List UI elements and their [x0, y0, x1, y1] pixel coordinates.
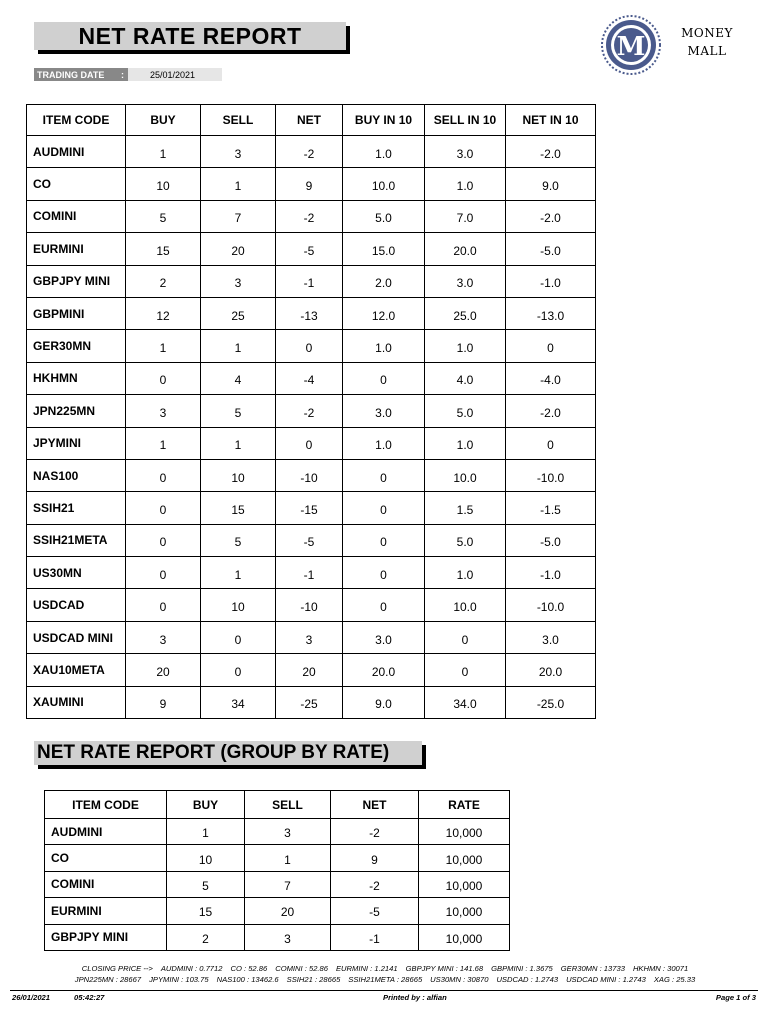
value-cell: 1 — [201, 168, 276, 200]
item-code-cell: USDCAD — [27, 589, 126, 621]
trading-date-label — [34, 68, 128, 81]
main-header-cell: SELL — [201, 105, 276, 136]
value-cell: 0 — [126, 589, 201, 621]
table-row — [27, 395, 596, 427]
value-cell: -1.5 — [506, 492, 596, 524]
closing-price — [10, 963, 760, 985]
value-cell: 2 — [126, 265, 201, 297]
value-cell: 0 — [425, 654, 506, 686]
value-cell: 3 — [245, 924, 331, 950]
value-cell: 3.0 — [343, 395, 425, 427]
table-row — [45, 898, 510, 924]
value-cell: 7.0 — [425, 200, 506, 232]
value-cell: 10 — [201, 459, 276, 491]
value-cell: -2 — [276, 200, 343, 232]
value-cell: -4 — [276, 362, 343, 394]
value-cell: 20.0 — [506, 654, 596, 686]
value-cell: -2.0 — [506, 136, 596, 168]
value-cell: 10.0 — [425, 589, 506, 621]
value-cell: 3 — [201, 265, 276, 297]
value-cell: 9.0 — [343, 686, 425, 718]
closing-price-item: USDCAD MINI : 1.2743 — [566, 975, 646, 984]
group-report-title: NET RATE REPORT (GROUP BY RATE) — [34, 741, 422, 765]
value-cell: 1.5 — [425, 492, 506, 524]
value-cell: 10,000 — [419, 898, 510, 924]
item-code-cell: AUDMINI — [27, 136, 126, 168]
value-cell: -1.0 — [506, 557, 596, 589]
item-code-cell: JPYMINI — [27, 427, 126, 459]
table-row — [27, 200, 596, 232]
value-cell: 20 — [126, 654, 201, 686]
main-header-cell: NET — [276, 105, 343, 136]
closing-price-item: AUDMINI : 0.7712 — [160, 964, 223, 973]
value-cell: -5 — [276, 233, 343, 265]
closing-price-item: JPYMINI : 103.75 — [149, 975, 209, 984]
value-cell: 10,000 — [419, 871, 510, 897]
value-cell: 5 — [201, 395, 276, 427]
value-cell: 12.0 — [343, 297, 425, 329]
value-cell: -10 — [276, 459, 343, 491]
main-header-cell: ITEM CODE — [27, 105, 126, 136]
value-cell: 0 — [343, 362, 425, 394]
value-cell: 15 — [201, 492, 276, 524]
group-table-header — [45, 791, 510, 819]
value-cell: 9 — [276, 168, 343, 200]
main-header-cell: BUY IN 10 — [343, 105, 425, 136]
value-cell: 5 — [201, 524, 276, 556]
value-cell: 0 — [343, 557, 425, 589]
item-code-cell: AUDMINI — [45, 819, 167, 845]
value-cell: 0 — [343, 459, 425, 491]
closing-price-item: GER30MN : 13733 — [560, 964, 625, 973]
item-code-cell: GBPJPY MINI — [45, 924, 167, 950]
value-cell: 1.0 — [425, 427, 506, 459]
footer-page: Page 1 of 3 — [715, 993, 756, 1002]
value-cell: 3.0 — [506, 621, 596, 653]
table-row — [27, 524, 596, 556]
table-row — [27, 233, 596, 265]
value-cell: 0 — [201, 654, 276, 686]
closing-price-item: JPN225MN : 28667 — [74, 975, 142, 984]
closing-price-item: GBPJPY MINI : 141.68 — [405, 964, 484, 973]
table-row — [27, 492, 596, 524]
item-code-cell: JPN225MN — [27, 395, 126, 427]
item-code-cell: COMINI — [45, 871, 167, 897]
item-code-cell: USDCAD MINI — [27, 621, 126, 653]
footer-date: 26/01/2021 — [12, 993, 51, 1002]
value-cell: -2.0 — [506, 395, 596, 427]
value-cell: -2 — [276, 136, 343, 168]
group-header-cell: ITEM CODE — [45, 791, 167, 819]
value-cell: 1 — [126, 330, 201, 362]
closing-price-line1 — [10, 963, 760, 974]
value-cell: 9 — [126, 686, 201, 718]
value-cell: 0 — [126, 362, 201, 394]
footer-printed-by: Printed by : alfian — [383, 993, 447, 1002]
value-cell: 0 — [126, 459, 201, 491]
value-cell: -10 — [276, 589, 343, 621]
value-cell: 3.0 — [425, 136, 506, 168]
value-cell: 10,000 — [419, 924, 510, 950]
value-cell: -10.0 — [506, 589, 596, 621]
value-cell: -13 — [276, 297, 343, 329]
value-cell: 1 — [126, 136, 201, 168]
value-cell: 1.0 — [343, 427, 425, 459]
value-cell: 1.0 — [343, 136, 425, 168]
closing-price-item: EURMINI : 1.2141 — [335, 964, 398, 973]
value-cell: -4.0 — [506, 362, 596, 394]
table-row — [27, 136, 596, 168]
value-cell: -1 — [276, 557, 343, 589]
value-cell: 7 — [245, 871, 331, 897]
table-row — [27, 265, 596, 297]
table-row — [27, 168, 596, 200]
value-cell: 0 — [126, 492, 201, 524]
table-row — [27, 330, 596, 362]
table-row — [45, 871, 510, 897]
closing-price-item: NAS100 : 13462.6 — [216, 975, 279, 984]
value-cell: 3 — [126, 395, 201, 427]
value-cell: -13.0 — [506, 297, 596, 329]
closing-price-item: GBPMINI : 1.3675 — [491, 964, 553, 973]
main-header-cell: NET IN 10 — [506, 105, 596, 136]
item-code-cell: GBPMINI — [27, 297, 126, 329]
value-cell: 0 — [506, 330, 596, 362]
value-cell: 2 — [167, 924, 245, 950]
brand-name — [670, 24, 744, 60]
table-row — [27, 427, 596, 459]
item-code-cell: SSIH21META — [27, 524, 126, 556]
value-cell: 4 — [201, 362, 276, 394]
item-code-cell: EURMINI — [45, 898, 167, 924]
value-cell: 12 — [126, 297, 201, 329]
item-code-cell: XAUMINI — [27, 686, 126, 718]
value-cell: 15 — [167, 898, 245, 924]
table-row — [27, 621, 596, 653]
item-code-cell: CO — [27, 168, 126, 200]
table-row — [45, 924, 510, 950]
trading-date-label-text: TRADING DATE — [37, 69, 105, 80]
value-cell: 10.0 — [343, 168, 425, 200]
value-cell: 3 — [126, 621, 201, 653]
value-cell: 0 — [343, 524, 425, 556]
closing-price-item: CLOSING PRICE --> — [81, 964, 153, 973]
value-cell: -1.0 — [506, 265, 596, 297]
net-rate-table-header — [27, 105, 596, 136]
value-cell: 4.0 — [425, 362, 506, 394]
value-cell: -10.0 — [506, 459, 596, 491]
value-cell: 1 — [245, 845, 331, 871]
value-cell: -2 — [331, 819, 419, 845]
table-row — [27, 686, 596, 718]
closing-price-item: HKHMN : 30071 — [632, 964, 689, 973]
value-cell: 1.0 — [425, 168, 506, 200]
group-header-cell: BUY — [167, 791, 245, 819]
brand-name-line1: MONEY — [681, 26, 733, 40]
value-cell: 3 — [245, 819, 331, 845]
closing-price-item: SSIH21 : 28665 — [286, 975, 341, 984]
value-cell: -2.0 — [506, 200, 596, 232]
value-cell: 0 — [425, 621, 506, 653]
table-row — [27, 654, 596, 686]
closing-price-item: COMINI : 52.86 — [275, 964, 328, 973]
value-cell: -5.0 — [506, 524, 596, 556]
value-cell: 7 — [201, 200, 276, 232]
table-row — [27, 589, 596, 621]
value-cell: 20 — [201, 233, 276, 265]
item-code-cell: GBPJPY MINI — [27, 265, 126, 297]
value-cell: 1 — [167, 819, 245, 845]
value-cell: -25.0 — [506, 686, 596, 718]
value-cell: -25 — [276, 686, 343, 718]
value-cell: 0 — [201, 621, 276, 653]
value-cell: 1 — [201, 557, 276, 589]
group-header-cell: NET — [331, 791, 419, 819]
value-cell: 20 — [245, 898, 331, 924]
value-cell: 0 — [126, 557, 201, 589]
closing-price-item: US30MN : 30870 — [430, 975, 489, 984]
group-by-rate-table — [44, 790, 510, 951]
value-cell: 5 — [126, 200, 201, 232]
value-cell: 10 — [167, 845, 245, 871]
closing-price-item: XAG : 25.33 — [653, 975, 696, 984]
value-cell: 15 — [126, 233, 201, 265]
trading-date-value: 25/01/2021 — [128, 68, 222, 81]
item-code-cell: SSIH21 — [27, 492, 126, 524]
value-cell: 1 — [201, 427, 276, 459]
value-cell: 1.0 — [425, 330, 506, 362]
value-cell: 10 — [126, 168, 201, 200]
value-cell: 1.0 — [425, 557, 506, 589]
net-rate-table — [26, 104, 596, 719]
value-cell: 2.0 — [343, 265, 425, 297]
item-code-cell: HKHMN — [27, 362, 126, 394]
value-cell: 20.0 — [425, 233, 506, 265]
value-cell: -5.0 — [506, 233, 596, 265]
value-cell: -1 — [331, 924, 419, 950]
value-cell: 1.0 — [343, 330, 425, 362]
value-cell: 9 — [331, 845, 419, 871]
value-cell: -5 — [331, 898, 419, 924]
footer-time: 05:42:27 — [74, 993, 105, 1002]
value-cell: -5 — [276, 524, 343, 556]
table-row — [45, 845, 510, 871]
value-cell: 10,000 — [419, 819, 510, 845]
group-table-body — [45, 819, 510, 951]
value-cell: 15.0 — [343, 233, 425, 265]
group-header-cell: SELL — [245, 791, 331, 819]
closing-price-item: USDCAD : 1.2743 — [496, 975, 559, 984]
value-cell: 0 — [343, 492, 425, 524]
value-cell: -2 — [276, 395, 343, 427]
value-cell: 3.0 — [343, 621, 425, 653]
value-cell: 5.0 — [425, 395, 506, 427]
closing-price-line2 — [10, 974, 760, 985]
net-rate-table-body — [27, 136, 596, 719]
value-cell: 20 — [276, 654, 343, 686]
value-cell: -2 — [331, 871, 419, 897]
value-cell: 10 — [201, 589, 276, 621]
item-code-cell: CO — [45, 845, 167, 871]
value-cell: 34 — [201, 686, 276, 718]
report-title: NET RATE REPORT — [34, 22, 346, 50]
value-cell: 0 — [276, 330, 343, 362]
table-row — [45, 819, 510, 845]
item-code-cell: NAS100 — [27, 459, 126, 491]
value-cell: 10,000 — [419, 845, 510, 871]
value-cell: 20.0 — [343, 654, 425, 686]
item-code-cell: XAU10META — [27, 654, 126, 686]
value-cell: 3 — [201, 136, 276, 168]
value-cell: 34.0 — [425, 686, 506, 718]
group-header-cell: RATE — [419, 791, 510, 819]
value-cell: 0 — [343, 589, 425, 621]
logo-letter: M — [616, 32, 646, 62]
money-mall-logo-icon — [598, 14, 664, 76]
item-code-cell: COMINI — [27, 200, 126, 232]
table-row — [27, 557, 596, 589]
trading-date-colon: : — [121, 69, 124, 80]
table-row — [27, 459, 596, 491]
closing-price-item: CO : 52.86 — [230, 964, 268, 973]
item-code-cell: GER30MN — [27, 330, 126, 362]
table-row — [27, 297, 596, 329]
main-header-cell: BUY — [126, 105, 201, 136]
value-cell: 9.0 — [506, 168, 596, 200]
value-cell: 3.0 — [425, 265, 506, 297]
value-cell: 5.0 — [343, 200, 425, 232]
value-cell: -1 — [276, 265, 343, 297]
value-cell: 5 — [167, 871, 245, 897]
main-header-cell: SELL IN 10 — [425, 105, 506, 136]
table-row — [27, 362, 596, 394]
value-cell: 25.0 — [425, 297, 506, 329]
value-cell: 25 — [201, 297, 276, 329]
value-cell: -15 — [276, 492, 343, 524]
item-code-cell: EURMINI — [27, 233, 126, 265]
value-cell: 10.0 — [425, 459, 506, 491]
value-cell: 0 — [276, 427, 343, 459]
footer-divider — [10, 990, 758, 991]
value-cell: 5.0 — [425, 524, 506, 556]
closing-price-item: SSIH21META : 28665 — [348, 975, 423, 984]
brand-name-line2: MALL — [687, 44, 727, 58]
value-cell: 0 — [126, 524, 201, 556]
value-cell: 1 — [126, 427, 201, 459]
value-cell: 0 — [506, 427, 596, 459]
value-cell: 3 — [276, 621, 343, 653]
value-cell: 1 — [201, 330, 276, 362]
item-code-cell: US30MN — [27, 557, 126, 589]
